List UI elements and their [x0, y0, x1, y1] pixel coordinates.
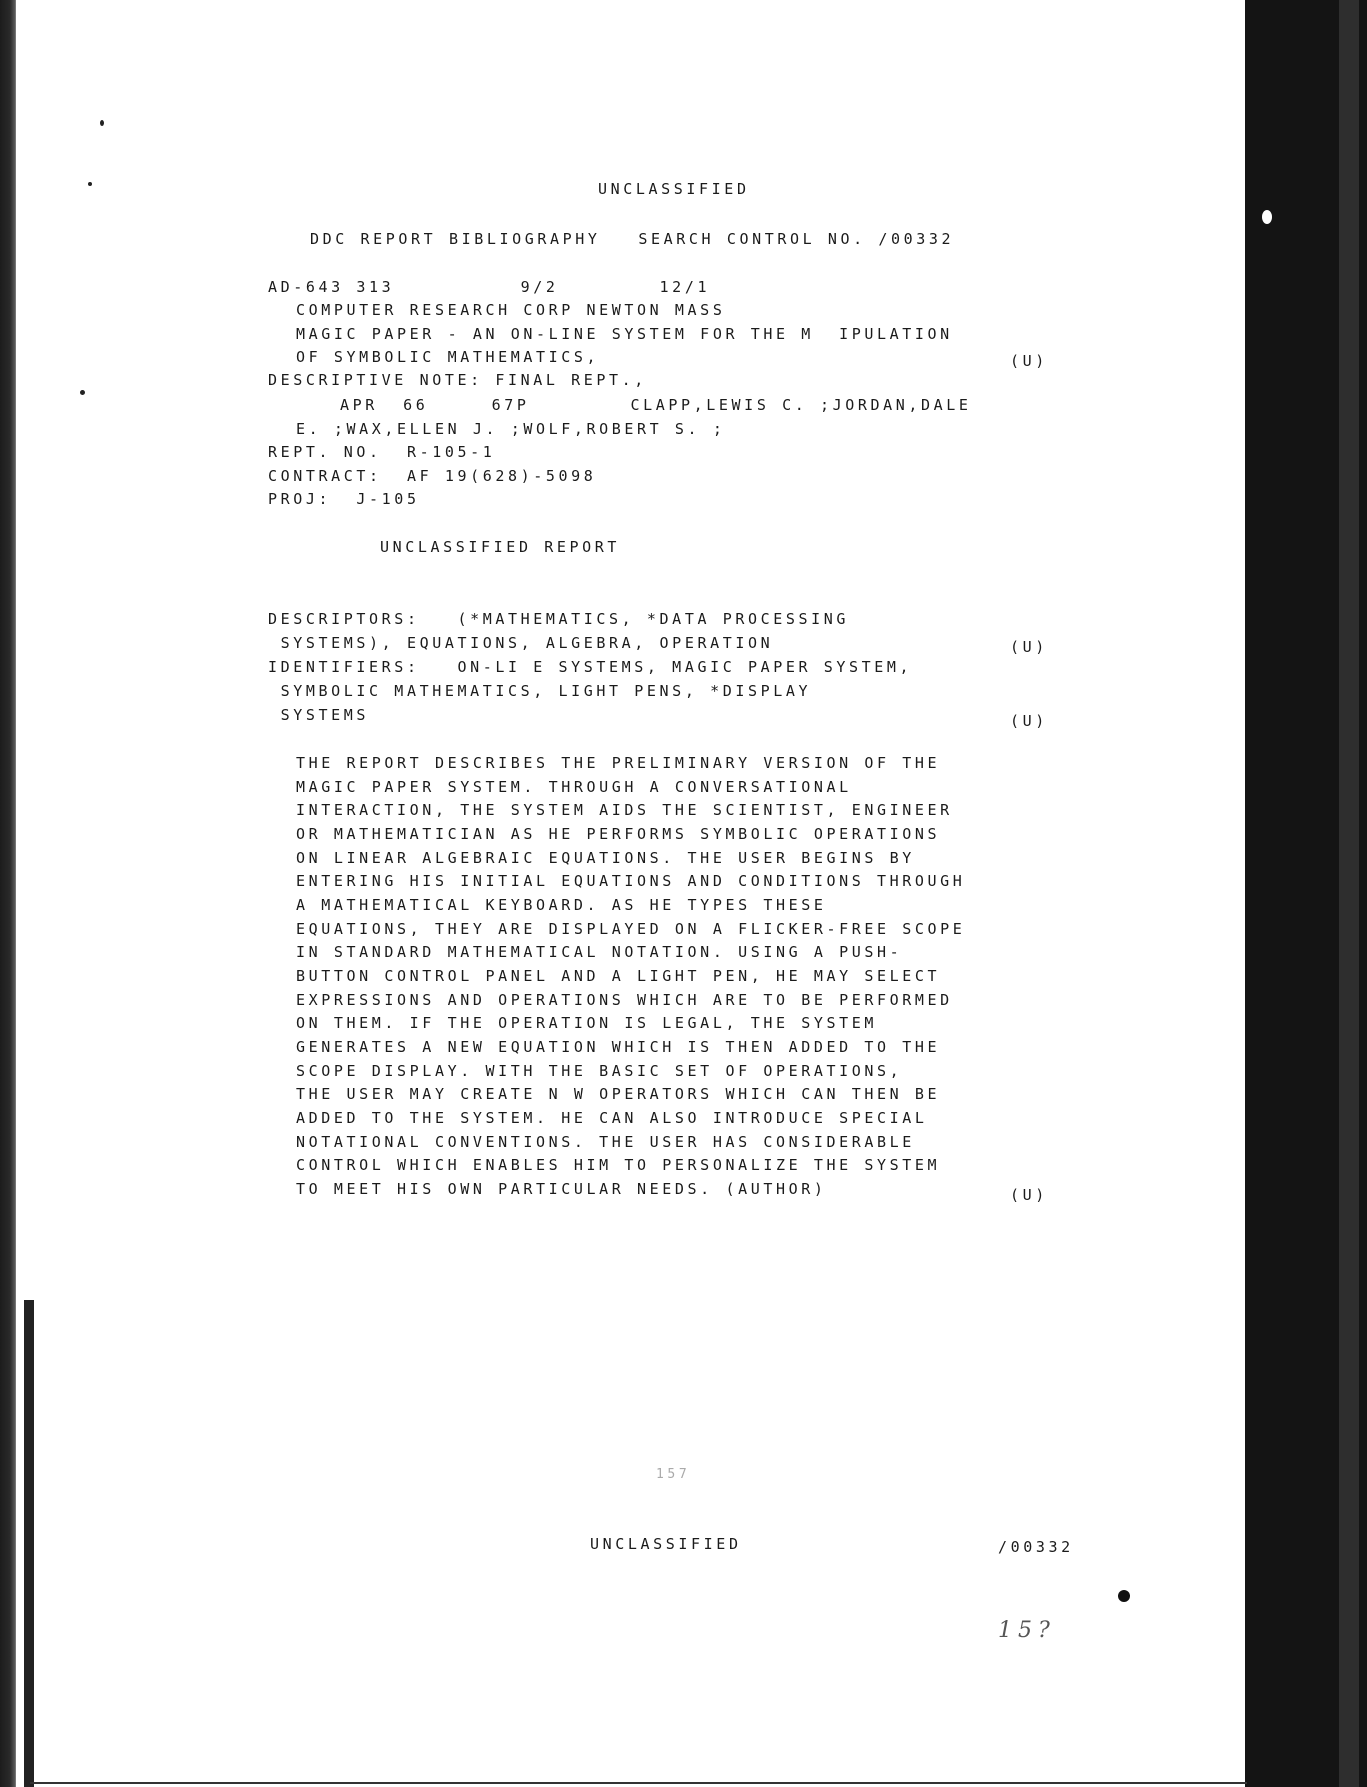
report-classification: UNCLASSIFIED REPORT: [380, 538, 620, 556]
abstract-line: IN STANDARD MATHEMATICAL NOTATION. USING A PUSH-: [296, 943, 903, 961]
header-classification: UNCLASSIFIED: [598, 180, 750, 198]
scan-right-border-inner: [1339, 0, 1359, 1787]
contract-number: CONTRACT: AF 19(628)-5098: [268, 467, 597, 485]
scan-speck: [100, 120, 104, 126]
scan-speck: [1118, 1590, 1130, 1602]
scan-speck: [1262, 210, 1272, 224]
identifiers-line: IDENTIFIERS: ON-LI E SYSTEMS, MAGIC PAPER SYSTEM,: [268, 658, 913, 676]
scan-left-bar: [24, 1300, 34, 1787]
abstract-line: OR MATHEMATICIAN AS HE PERFORMS SYMBOLIC OPERATIONS: [296, 825, 941, 843]
scan-speck: [88, 182, 92, 186]
classification-marker: (U): [1010, 638, 1048, 656]
scan-bottom-edge: [30, 1782, 1247, 1784]
handwritten-mark: 15?: [998, 1618, 1056, 1643]
identifiers-line: SYMBOLIC MATHEMATICS, LIGHT PENS, *DISPLAY: [268, 682, 812, 700]
identifiers-line: SYSTEMS: [268, 706, 370, 724]
abstract-line: CONTROL WHICH ENABLES HIM TO PERSONALIZE THE SYSTEM: [296, 1156, 941, 1174]
footer-classification: UNCLASSIFIED: [590, 1535, 742, 1553]
descriptors-line: DESCRIPTORS: (*MATHEMATICS, *DATA PROCESSING: [268, 610, 850, 628]
abstract-line: BUTTON CONTROL PANEL AND A LIGHT PEN, HE MAY SELECT: [296, 967, 941, 985]
abstract-line: INTERACTION, THE SYSTEM AIDS THE SCIENTIST, ENGINEER: [296, 801, 953, 819]
classification-marker: (U): [1010, 712, 1048, 730]
abstract-line: EXPRESSIONS AND OPERATIONS WHICH ARE TO BE PERFORMED: [296, 991, 953, 1009]
abstract-line: EQUATIONS, THEY ARE DISPLAYED ON A FLICKER-FREE SCOPE: [296, 920, 966, 938]
abstract-line: A MATHEMATICAL KEYBOARD. AS HE TYPES THESE: [296, 896, 827, 914]
source-organization: COMPUTER RESEARCH CORP NEWTON MASS: [296, 301, 726, 319]
date-pages-authors: APR 66 67P CLAPP,LEWIS C. ;JORDAN,DALE: [340, 396, 972, 414]
project-number: PROJ: J-105: [268, 490, 420, 508]
descriptors-line: SYSTEMS), EQUATIONS, ALGEBRA, OPERATION: [268, 634, 774, 652]
abstract-line: ADDED TO THE SYSTEM. HE CAN ALSO INTRODUCE SPECIAL: [296, 1109, 928, 1127]
classification-marker: (U): [1010, 352, 1048, 370]
report-number: REPT. NO. R-105-1: [268, 443, 496, 461]
abstract-line: GENERATES A NEW EQUATION WHICH IS THEN ADDED TO THE: [296, 1038, 941, 1056]
abstract-line: ON THEM. IF THE OPERATION IS LEGAL, THE SYSTEM: [296, 1014, 878, 1032]
abstract-line: THE USER MAY CREATE N W OPERATORS WHICH CAN THEN BE: [296, 1085, 941, 1103]
footer-control-number: /00332: [998, 1538, 1074, 1556]
bibliography-heading: DDC REPORT BIBLIOGRAPHY SEARCH CONTROL NO. /00332: [310, 230, 955, 248]
abstract-line: ON LINEAR ALGEBRAIC EQUATIONS. THE USER BEGINS BY: [296, 849, 915, 867]
classification-marker: (U): [1010, 1186, 1048, 1204]
accession-line: AD-643 313 9/2 12/1: [268, 278, 711, 296]
abstract-line: SCOPE DISPLAY. WITH THE BASIC SET OF OPERATIONS,: [296, 1062, 903, 1080]
authors-continued: E. ;WAX,ELLEN J. ;WOLF,ROBERT S. ;: [296, 420, 726, 438]
page-number: 157: [656, 1467, 691, 1482]
descriptive-note: DESCRIPTIVE NOTE: FINAL REPT.,: [268, 371, 647, 389]
report-title-line: MAGIC PAPER - AN ON-LINE SYSTEM FOR THE M IPULATION: [296, 325, 953, 343]
abstract-line: THE REPORT DESCRIBES THE PRELIMINARY VERSION OF THE: [296, 754, 941, 772]
abstract-line: TO MEET HIS OWN PARTICULAR NEEDS. (AUTHOR): [296, 1180, 827, 1198]
abstract-line: NOTATIONAL CONVENTIONS. THE USER HAS CONSIDERABLE: [296, 1133, 915, 1151]
report-title-line: OF SYMBOLIC MATHEMATICS,: [296, 348, 600, 366]
scan-speck: [80, 390, 85, 395]
abstract-line: ENTERING HIS INITIAL EQUATIONS AND CONDITIONS THROUGH: [296, 872, 966, 890]
abstract-line: MAGIC PAPER SYSTEM. THROUGH A CONVERSATIONAL: [296, 778, 852, 796]
